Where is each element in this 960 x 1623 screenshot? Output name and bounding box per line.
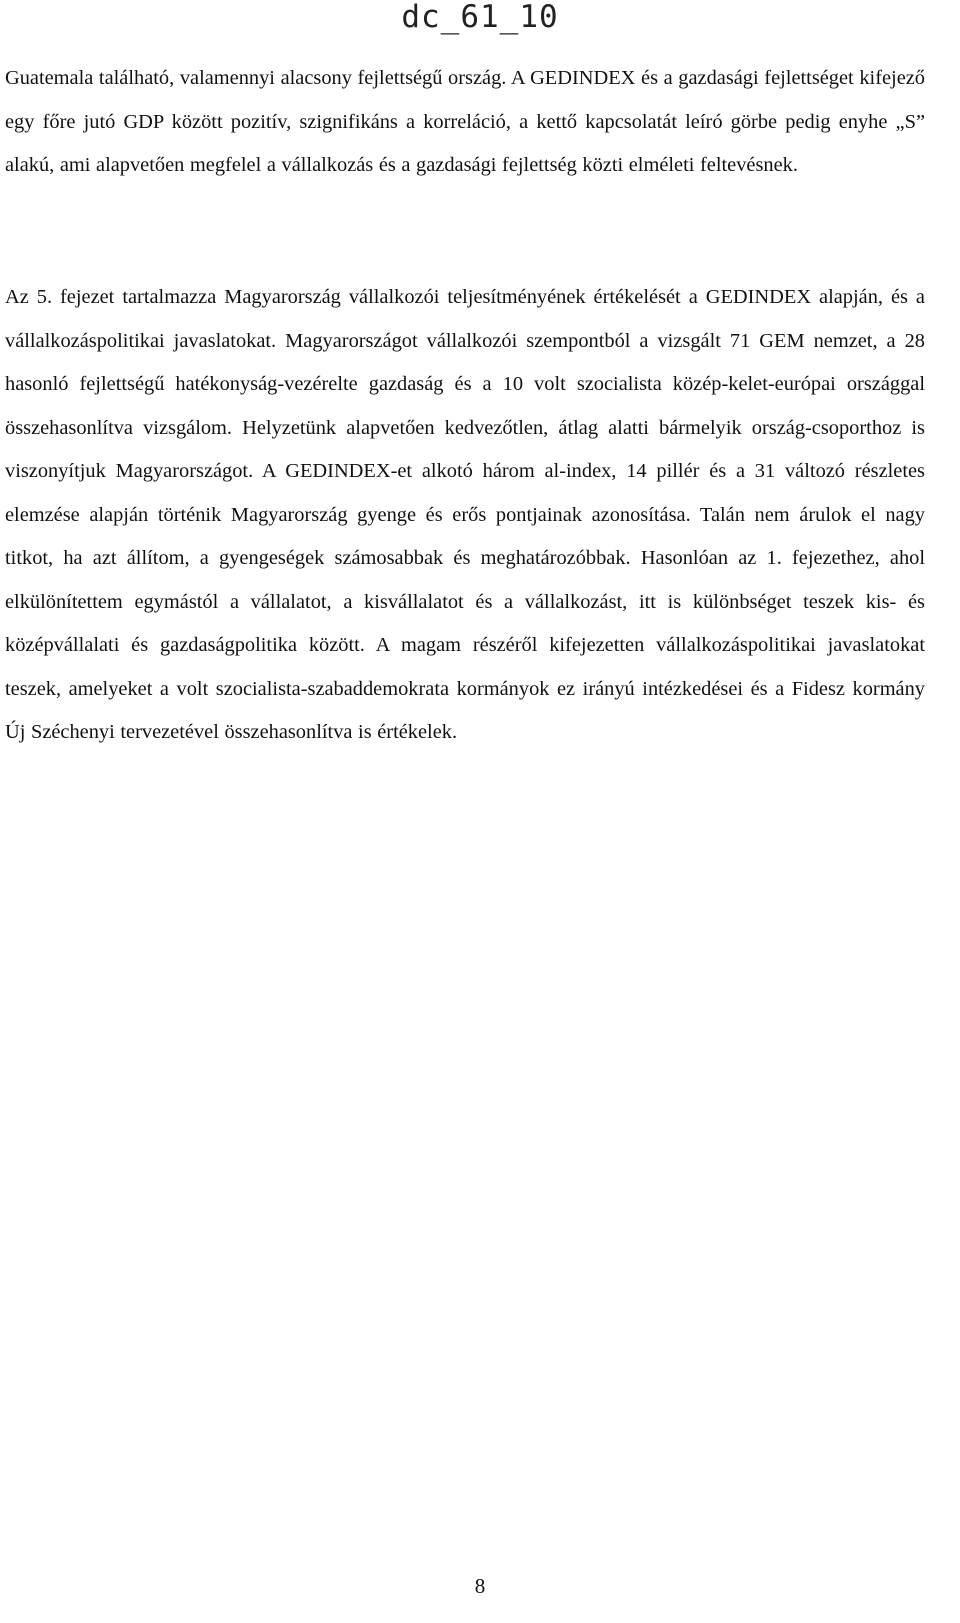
body-paragraph-2: Az 5. fejezet tartalmazza Magyarország vállalkozói teljesítményének értékelését a GEDINDEX alapján, és a vállalkozáspolitikai javaslatokat. Magyarországot vállalkozói szempontból a vizsgált 71 GEM nemzet, a 28 hasonló fejlettségű hatékonyság-vezérelte gazdaság és a 10 volt szocialista közép-kelet-európai országgal összehasonlítva vizsgálom. Helyzetünk alapvetően kedvezőtlen, átlag alatti bármelyik ország-csoporthoz is viszonyítjuk Magyarországot. A GEDINDEX-et alkotó három al-index, 14 pillér és a 31 változó részletes elemzése alapján történik Magyarország gyenge és erős pontjainak azonosítása. Talán nem árulok el nagy titkot, ha azt állítom, a gyengeségek számosabbak és meghatározóbbak. Hasonlóan az 1. fejezethez, ahol elkülönítettem egymástól a vállalatot, a kisvállalatot és a vállalkozást, itt is különbséget teszek kis- és középvállalati és gazdaságpolitika között. A magam részéről kifejezetten vállalkozáspolitikai javaslatokat teszek, amelyeket a volt szocialista-szabaddemokrata kormányok ez irányú intézkedései és a Fidesz kormány Új Széchenyi tervezetével összehasonlítva is értékelek. [5, 286, 925, 743]
document-code-header: dc_61_10 [401, 0, 559, 35]
body-paragraph-1: Guatemala található, valamennyi alacsony fejlettségű ország. A GEDINDEX és a gazdasági fejlettséget kifejező egy főre jutó GDP között pozitív, szignifikáns a korreláció, a kettő kapcsolatát leíró görbe pedig enyhe „S” alakú, ami alapvetően megfelel a vállalkozás és a gazdasági fejlettség közti elméleti feltevésnek. [5, 67, 925, 176]
page-number: 8 [474, 1574, 486, 1598]
